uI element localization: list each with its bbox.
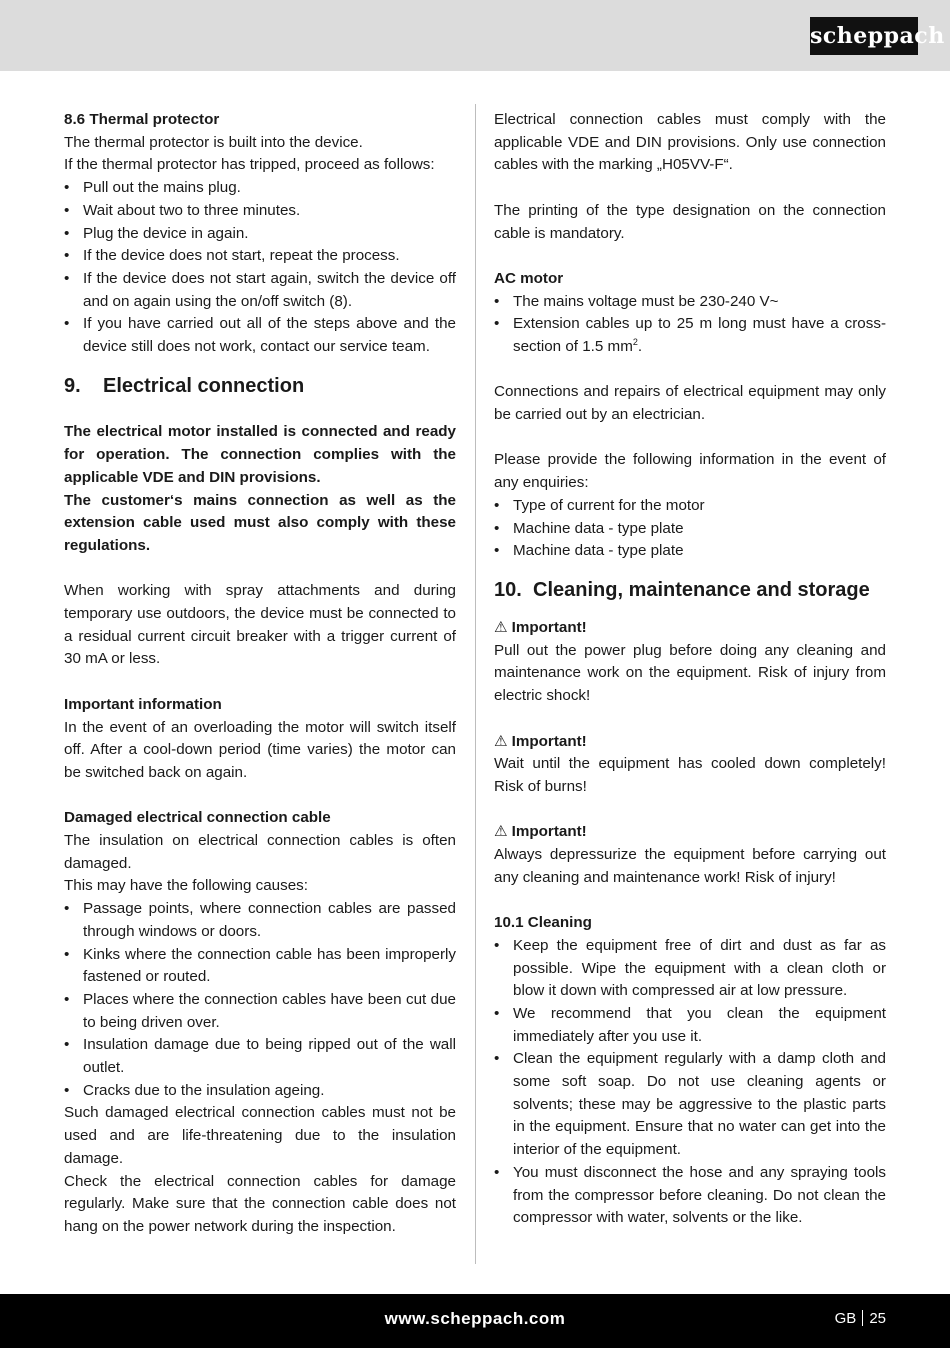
column-divider bbox=[475, 104, 476, 1264]
paragraph: If the thermal protector has tripped, proceed as follows: bbox=[64, 156, 435, 174]
paragraph: The thermal protector is built into the device. bbox=[64, 133, 363, 151]
important-information-title: Important information bbox=[64, 695, 222, 713]
paragraph: The printing of the type designation on the connection cable is mandatory. bbox=[494, 201, 886, 242]
list-item: • The mains voltage must be 230-240 V~ bbox=[494, 291, 886, 314]
list-item: • Clean the equipment regularly with a damp cloth and some soft soap. Do not use cleaning agents or solvents; these may be aggressive to the plastic parts in the equipment. Ensure that no water can get into the interior of the equipment. bbox=[494, 1048, 886, 1162]
paragraph: The electrical motor installed is connected and ready for operation. The connection complies with the applicable VDE and DIN provisions. bbox=[64, 423, 456, 486]
paragraph: Pull out the power plug before doing any cleaning and maintenance work on the equipment. Risk of injury from electric shock! bbox=[494, 641, 886, 705]
warning-label: Important! bbox=[511, 619, 587, 636]
ac-motor-list bbox=[494, 291, 886, 359]
paragraph: Connections and repairs of electrical equipment may only be carried out by an electrician. bbox=[494, 383, 886, 424]
warning-icon: ⚠ bbox=[494, 619, 508, 636]
list-item bbox=[494, 313, 886, 358]
list-item: • You must disconnect the hose and any spraying tools from the compressor before cleaning. Do not clean the compressor with water, solvents or the like. bbox=[494, 1162, 886, 1230]
paragraph: The insulation on electrical connection cables is often damaged. bbox=[64, 832, 456, 872]
warning-icon: ⚠ bbox=[494, 823, 508, 841]
enquiry-list bbox=[494, 495, 886, 563]
list-item: • If you have carried out all of the steps above and the device still does not work, contact our service team. bbox=[64, 313, 456, 358]
section-8-6-title: 8.6 Thermal protector bbox=[64, 111, 220, 128]
damage-causes-list bbox=[64, 898, 456, 1102]
warning-label: Important! bbox=[511, 732, 587, 750]
paragraph: Please provide the following information in the event of any enquiries: bbox=[494, 451, 886, 492]
superscript: 2 bbox=[632, 336, 638, 347]
list-item: • Plug the device in again. bbox=[64, 223, 456, 246]
list-item-end: . bbox=[637, 338, 643, 355]
thermal-steps-list bbox=[64, 177, 456, 359]
paragraph: Wait until the equipment has cooled down completely! Risk of burns! bbox=[494, 755, 886, 795]
website-link[interactable]: www.scheppach.com bbox=[384, 1309, 566, 1328]
section-number: 9. bbox=[64, 374, 81, 397]
damaged-cable-title: Damaged electrical connection cable bbox=[64, 809, 331, 827]
separator bbox=[862, 1310, 863, 1326]
language-code: GB bbox=[834, 1310, 857, 1327]
list-item: • Passage points, where connection cables are passed through windows or doors. bbox=[64, 898, 456, 943]
list-item: • Pull out the mains plug. bbox=[64, 177, 456, 200]
list-item: • Wait about two to three minutes. bbox=[64, 200, 456, 223]
page-number: 25 bbox=[869, 1310, 886, 1327]
paragraph: The customer‘s mains connection as well as the extension cable used must also comply with these regulations. bbox=[64, 491, 456, 554]
paragraph: When working with spray attachments and during temporary use outdoors, the device must be connected to a residual current circuit breaker with a trigger current of 30 mA or less. bbox=[64, 582, 456, 668]
cleaning-list bbox=[494, 935, 886, 1230]
paragraph: In the event of an overloading the motor will switch itself off. After a cool-down period (time varies) the motor can be switched back on again. bbox=[64, 718, 456, 781]
section-title: Cleaning, maintenance and storage bbox=[533, 579, 870, 601]
list-item: • Places where the connection cables have been cut due to being driven over. bbox=[64, 989, 456, 1034]
section-10-heading bbox=[494, 577, 886, 603]
list-item: • Cracks due to the insulation ageing. bbox=[64, 1080, 456, 1103]
page-indicator bbox=[835, 1309, 886, 1329]
list-item: • Kinks where the connection cable has been improperly fastened or routed. bbox=[64, 944, 456, 989]
list-item: • Type of current for the motor bbox=[494, 495, 886, 518]
section-number: 10. bbox=[494, 579, 522, 601]
section-title: Electrical connection bbox=[103, 374, 305, 397]
left-column bbox=[64, 109, 456, 1239]
paragraph: This may have the following causes: bbox=[64, 877, 308, 895]
warning-heading bbox=[494, 821, 886, 844]
section-9-heading bbox=[64, 373, 456, 399]
header-band bbox=[0, 0, 950, 71]
warning-heading bbox=[494, 731, 886, 754]
list-item-text: Extension cables up to 25 m long must have a cross-section of 1.5 mm bbox=[513, 315, 886, 355]
paragraph: Check the electrical connection cables for damage regularly. Make sure that the connection cable does not hang on the power network during the inspection. bbox=[64, 1172, 456, 1235]
brand-logo: scheppach bbox=[810, 17, 918, 55]
list-item: • Insulation damage due to being ripped out of the wall outlet. bbox=[64, 1034, 456, 1079]
list-item: • If the device does not start again, switch the device off and on again using the on/off switch (8). bbox=[64, 268, 456, 313]
footer-bar bbox=[0, 1294, 950, 1348]
list-item: • Machine data - type plate bbox=[494, 540, 886, 563]
ac-motor-title: AC motor bbox=[494, 269, 564, 287]
paragraph: Electrical connection cables must comply with the applicable VDE and DIN provisions. Only use connection cables with the marking „H05VV-F“. bbox=[494, 111, 886, 174]
warning-label: Important! bbox=[511, 823, 587, 841]
right-column bbox=[494, 109, 886, 1230]
section-10-1-title: 10.1 Cleaning bbox=[494, 914, 592, 932]
list-item: • Keep the equipment free of dirt and dust as far as possible. Wipe the equipment with a clean cloth or blow it down with compressed air at low pressure. bbox=[494, 935, 886, 1003]
list-item: • Machine data - type plate bbox=[494, 518, 886, 541]
list-item: • We recommend that you clean the equipment immediately after you use it. bbox=[494, 1003, 886, 1048]
warning-heading bbox=[494, 617, 886, 640]
list-item: • If the device does not start, repeat the process. bbox=[64, 245, 456, 268]
paragraph: Always depressurize the equipment before carrying out any cleaning and maintenance work! Risk of injury! bbox=[494, 846, 886, 886]
warning-icon: ⚠ bbox=[494, 732, 508, 750]
paragraph: Such damaged electrical connection cables must not be used and are life-threatening due to the insulation damage. bbox=[64, 1104, 456, 1167]
